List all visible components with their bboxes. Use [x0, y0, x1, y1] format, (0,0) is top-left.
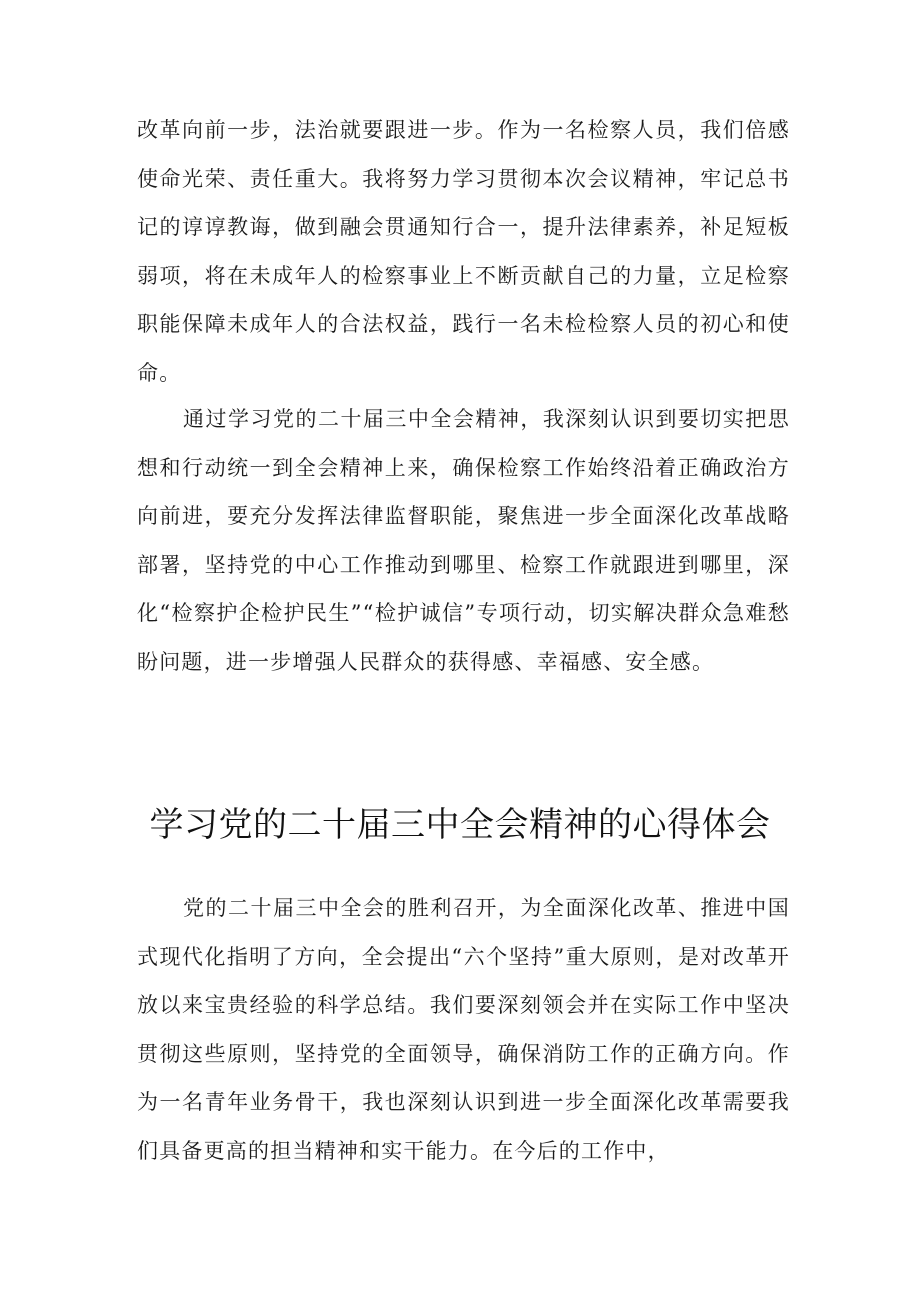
body-paragraph: 党的二十届三中全会的胜利召开，为全面深化改革、推进中国式现代化指明了方向，全会提出“六个坚持”重大原则，是对改革开放以来宝贵经验的科学总结。我们要深刻领会并在实际工作中坚决贯彻这些原则，坚持党的全面领导，确保消防工作的正确方向。作为一名青年业务骨干，我也深刻认识到进一步全面深化改革需要我们具备更高的担当精神和实干能力。在今后的工作中，: [137, 896, 790, 1163]
section-title: 学习党的二十届三中全会精神的心得体会: [149, 805, 771, 845]
body-paragraph-continued: 改革向前一步，法治就要跟进一步。作为一名检察人员，我们倍感使命光荣、责任重大。我将努力学习贯彻本次会议精神，牢记总书记的谆谆教诲，做到融会贯通知行合一，提升法律素养，补足短板弱项，将在未成年人的检察事业上不断贡献自己的力量，立足检察职能保障未成年人的合法权益，践行一名未检检察人员的初心和使命。: [137, 118, 790, 385]
body-paragraph: 通过学习党的二十届三中全会精神，我深刻认识到要切实把思想和行动统一到全会精神上来，确保检察工作始终沿着正确政治方向前进，要充分发挥法律监督职能，聚焦进一步全面深化改革战略部署，坚持党的中心工作推动到哪里、检察工作就跟进到哪里，深化“检察护企检护民生”“检护诚信”专项行动，切实解决群众急难愁盼问题，进一步增强人民群众的获得感、幸福感、安全感。: [137, 407, 790, 674]
